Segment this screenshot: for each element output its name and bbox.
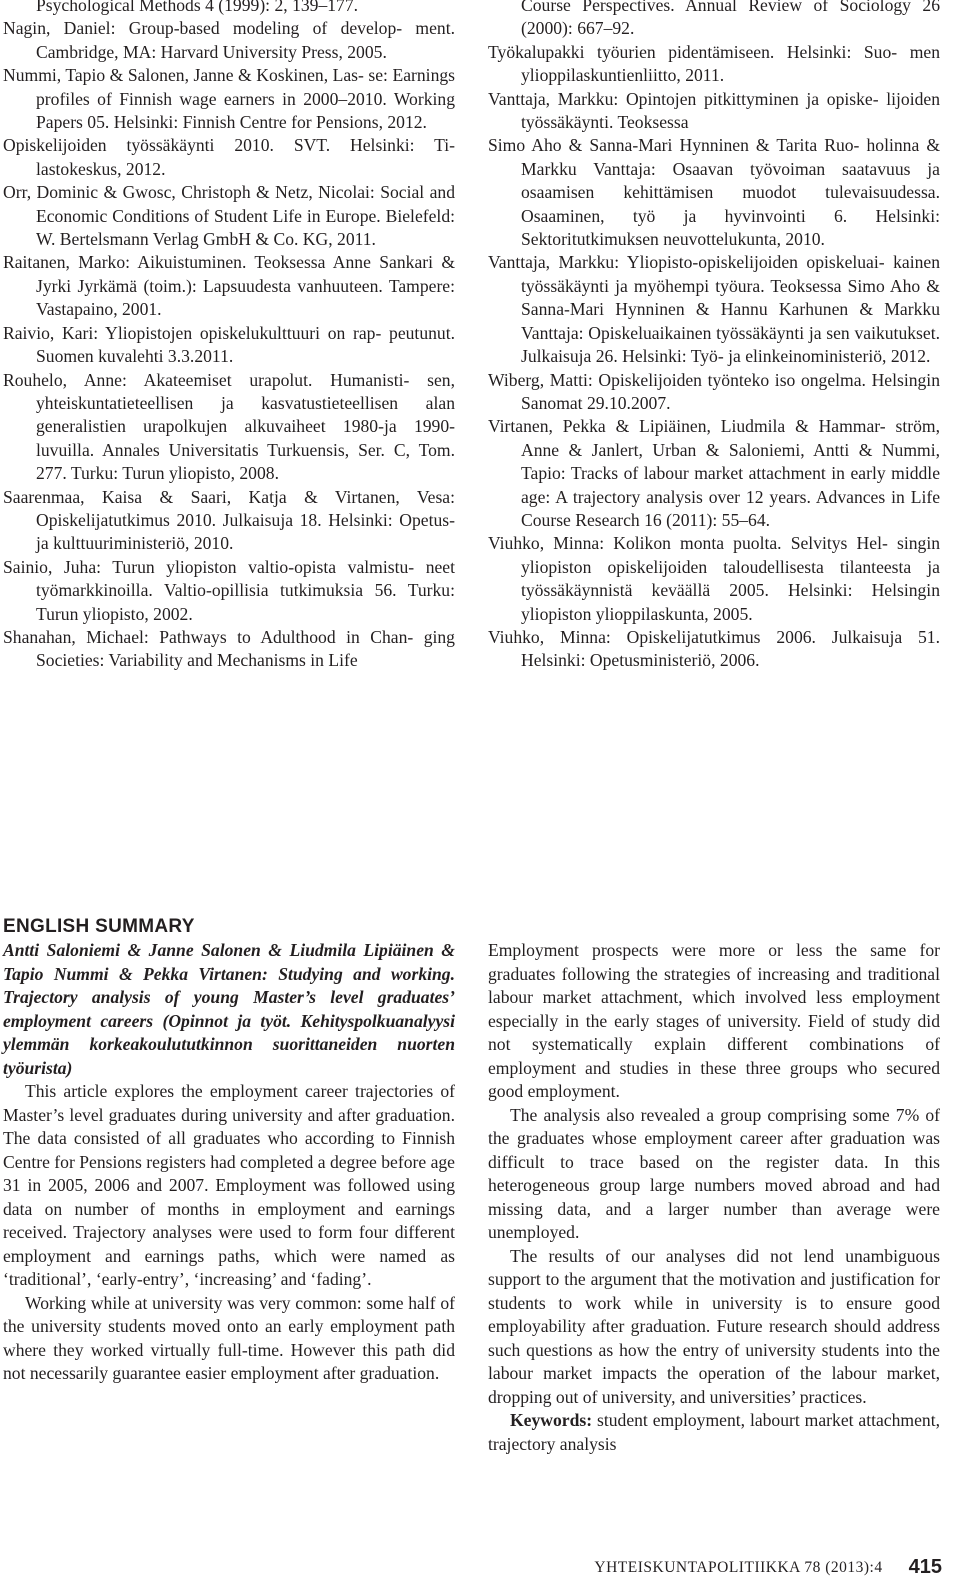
reference-entry [488,88,940,135]
reference-continuation: kainen työssäkäynti ja myöhempi työura. Teoksessa Simo Aho & Sanna-Mari Hynninen & Hannu Karhunen & Markku Vanttaja: Opiskeluaikainen työssäkäynti ja sen vaikutukset. Julkaisuja 26. Helsinki: Työ- ja elinkeinoministeriö, 2012. [521,252,941,367]
reference-continuation: se: Earnings profiles of Finnish wage earners in 2000–2010. Working Papers 05. Helsinki: Finnish Centre for Pensions, 2012. [36,65,456,133]
reference-continuation: Social and Economic Conditions of Student Life in Europe. Bielefeld: W. Bertelsmann Verlag GmbH & Co. KG, 2011. [36,182,455,250]
reference-entry [488,415,940,532]
summary-heading: ENGLISH SUMMARY [3,916,195,937]
journal-name: YHTEISKUNTAPOLITIIKKA 78 (2013):4 [594,1559,883,1576]
reference-continuation: men ylioppilaskuntienliitto, 2011. [521,41,940,86]
reference-continuation: ment. Cambridge, MA: Harvard University Press, 2005. [36,18,455,62]
keywords [488,1409,940,1456]
reference-continuation: Sankari & Jyrki Jyrkämä (toim.): Lapsuudesta vanhuuteen. Tampere: Vastapaino, 2001. [36,252,455,320]
keywords-label: Keywords: [510,1410,593,1430]
summary-right-column [488,939,940,1456]
reference-entry [3,486,455,556]
reference-entry [488,626,940,673]
reference-lead: Sainio, Juha: Turun yliopiston valtio-opista valmistu- [3,556,415,577]
summary-paragraph: This article explores the employment career trajectories of Master’s level graduates during university and after graduation. The data consisted of all graduates who according to Finnish Centre for Pensions registers had completed a degree before age 31 in 2005, 2006 and 2007. Employment was followed using data on number of months in employment and earnings received. Trajectory analyses were used to form four different employment and earnings paths, which were named as ‘traditional’, ‘early-entry’, ‘increasing’ and ‘fading’. [3,1081,455,1289]
reference-lead: Raivio, Kari: Yliopistojen opiskelukulttuuri on rap- [3,322,382,343]
reference-lead: Työkalupakki työurien pidentämiseen. Helsinki: Suo- [488,41,898,62]
summary-paragraph: Working while at university was very common: some half of the university students moved onto an early employment path where they worked virtually full-time. However this path did not necessarily guarantee easier employment after graduation. [3,1292,455,1383]
reference-continuation: Helsingin Sanomat 29.10.2007. [521,369,940,413]
reference-continuation: 51. Helsinki: Opetusministeriö, 2006. [521,626,940,671]
reference-entry [3,322,455,369]
keywords-text: student employment, labourt market attachment, trajectory analysis [488,1410,940,1454]
reference-entry [3,369,455,486]
reference-entry [488,532,940,626]
reference-entry [488,41,940,88]
reference-entry [3,17,455,64]
reference-entry [3,556,455,626]
reference-lead: Shanahan, Michael: Pathways to Adulthood in Chan- [3,626,414,647]
reference-continuation: ging Societies: Variability and Mechanisms in Life [36,626,455,671]
reference-entry: Course Perspectives. Annual Review of Sociology 26 (2000): 667–92. [521,0,940,39]
reference-lead: Simo Aho & Sanna-Mari Hynninen & Tarita Ruo- [488,135,860,156]
reference-continuation: singin yliopiston opiskelijoiden taloudellisesta tilanteesta ja työssäkäynnistä keväällä 2005. Helsinki: Helsingin yliopiston ylioppilaskunta, 2005. [521,533,940,624]
reference-lead: Viuhko, Minna: Opiskelijatutkimus 2006. Julkaisuja [488,626,903,647]
reference-lead: Vanttaja, Markku: Opintojen pitkittyminen ja opiske- [488,88,879,109]
reference-entry [488,251,940,368]
references-left-column [3,0,455,673]
reference-continuation: neet työmarkkinoilla. Valtio-opillisia tutkimuksia 56. Turku: Turun yliopisto, 2002. [36,556,455,624]
page-number: 415 [908,1556,942,1578]
reference-entry [3,64,455,134]
reference-continuation: lastokeskus, 2012. [36,158,166,179]
reference-entry [3,251,455,321]
reference-entry: Psychological Methods 4 (1999): 2, 139–177. [36,0,359,15]
reference-continuation: holinna & Markku Vanttaja: Osaavan työvoiman saatavuus ja osaamisen kehittämisen muodot tulevaisuudessa. Osaaminen, työ ja hyvinvointi 6. Helsinki: Sektoritutkimuksen neuvottelukunta, 2010. [521,135,941,250]
reference-lead: Nummi, Tapio & Salonen, Janne & Koskinen, Las- [3,65,364,86]
reference-entry [488,134,940,251]
page-footer [594,1548,942,1578]
reference-lead: Viuhko, Minna: Kolikon monta puolta. Selvitys Hel- [488,533,888,554]
reference-lead: Wiberg, Matti: Opiskelijoiden työnteko iso ongelma. [488,369,866,390]
reference-continuation: lijoiden työssäkäynti. Teoksessa [521,88,940,133]
reference-continuation: peutunut. Suomen kuvalehti 3.3.2011. [36,322,455,367]
reference-continuation: sen, yhteiskuntatieteellisen ja kasvatustieteellisen alan generalistien urapolkujen alkuvaiheet 1980-ja 1990-luvuilla. Annales Universitatis Turkuensis, Ser. C, Tom. 277. Turku: Turun yliopisto, 2008. [36,369,455,484]
reference-entry [3,626,455,673]
reference-continuation: Opiskelijatutkimus 2010. Julkaisuja 18. Helsinki: Opetus- ja kulttuuriministeriö, 2010. [36,509,455,554]
reference-lead: Opiskelijoiden työssäkäynti 2010. SVT. Helsinki: Ti- [3,135,455,156]
reference-entry [3,134,455,181]
references-right-column [488,0,940,673]
reference-lead: Orr, Dominic & Gwosc, Christoph & Netz, Nicolai: [3,182,375,203]
reference-lead: Virtanen, Pekka & Lipiäinen, Liudmila & Hammar- [488,416,886,437]
reference-entry [3,181,455,251]
reference-lead: Nagin, Daniel: Group-based modeling of develop- [3,18,403,39]
reference-lead: Rouhelo, Anne: Akateemiset urapolut. Humanisti- [3,369,410,390]
reference-entry [488,369,940,416]
reference-lead: Saarenmaa, Kaisa & Saari, Katja & Virtanen, Vesa: [3,486,455,507]
summary-left-column [3,939,455,1386]
summary-paragraph: The results of our analyses did not lend unambiguous support to the argument that the motivation and justification for students to work while in university is to ensure good employability after graduation. Future research should address such questions as how the entry of university students into the labour market impacts the operation of the labour market, dropping out of university, and universities’ practices. [488,1245,940,1407]
reference-lead: Raitanen, Marko: Aikuistuminen. Teoksessa Anne [3,252,371,273]
reference-continuation: ström, Anne & Janlert, Urban & Saloniemi, Antti & Nummi, Tapio: Tracks of labour market attachment in early middle age: A trajectory analysis over 12 years. Advances in Life Course Research 16 (2011): 55–64. [521,416,940,530]
summary-paragraph: The analysis also revealed a group comprising some 7% of the graduates whose employment career after graduation was difficult to trace based on the register data. In this heterogeneous group large numbers moved abroad and had missing data, and a larger number than average were unemployed. [488,1104,940,1242]
reference-lead: Vanttaja, Markku: Yliopisto-opiskelijoiden opiskeluai- [488,252,885,273]
summary-paragraph: Employment prospects were more or less the same for graduates following the strategies of increasing and traditional labour market attachment, which involved less employment especially in the early stages of university. Field of study did not systematically explain different combinations of employment and studies in these three groups who secured good employment. [488,940,940,1101]
summary-authors-title: Antti Saloniemi & Janne Salonen & Liudmila Lipiäinen & Tapio Nummi & Pekka Virtanen: Studying and working. Trajectory analysis of young Master’s level graduates’ employment careers (Opinnot ja työt. Kehityspolkuanalyysi ylemmän korkeakoulututkinnon suorittaneiden nuorten työurista) [3,940,455,1078]
